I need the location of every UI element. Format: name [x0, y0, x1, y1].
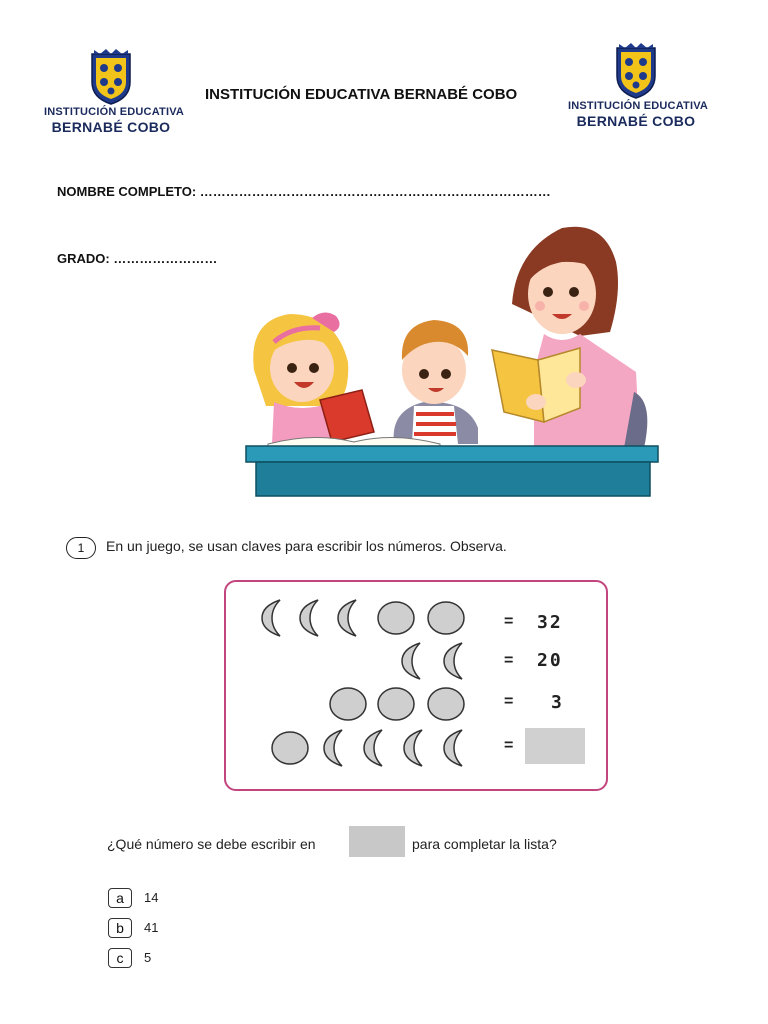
moon-icon [404, 730, 422, 766]
circle-icon [330, 688, 366, 720]
boy-figure [394, 320, 478, 444]
logo-left-line1: INSTITUCIÓN EDUCATIVA [44, 106, 185, 118]
moon-icon [402, 643, 420, 679]
table-body [256, 462, 650, 496]
logo-left [44, 48, 185, 135]
option-c-box[interactable]: c [108, 948, 132, 968]
prompt-after: para completar la lista? [412, 836, 557, 852]
moon-icon [364, 730, 382, 766]
logo-left-line2: BERNABÉ COBO [51, 119, 171, 135]
option-a-value: 14 [144, 890, 159, 905]
circle-icon [272, 732, 308, 764]
circle-icon [378, 688, 414, 720]
logo-right-line2: BERNABÉ COBO [576, 113, 696, 129]
question-number: 1 [66, 537, 96, 559]
name-field[interactable]: NOMBRE COMPLETO: ……………………………………………………………………… [57, 184, 551, 199]
equals-sign: = [504, 652, 514, 669]
crest-icon [88, 48, 134, 106]
option-c-value: 5 [144, 950, 152, 965]
grade-field[interactable]: GRADO: …………………… [57, 251, 218, 266]
logo-right-line1: INSTITUCIÓN EDUCATIVA [568, 100, 709, 112]
moon-icon [262, 600, 280, 636]
equation-value: 32 [537, 612, 563, 633]
logo-right [568, 42, 709, 129]
moon-icon [444, 730, 462, 766]
equation-value: 3 [551, 692, 564, 713]
page-title: INSTITUCIÓN EDUCATIVA BERNABÉ COBO [205, 86, 518, 103]
answer-slot[interactable] [525, 728, 585, 764]
reading-illustration [244, 222, 664, 500]
circle-icon [428, 688, 464, 720]
option-b-value: 41 [144, 920, 159, 935]
equation-value: 20 [537, 650, 563, 671]
option-a-box[interactable]: a [108, 888, 132, 908]
inline-answer-slot [349, 826, 405, 857]
option-b-box[interactable]: b [108, 918, 132, 938]
girl-figure [253, 312, 374, 444]
equals-sign: = [504, 613, 514, 630]
moon-icon [324, 730, 342, 766]
moon-icon [300, 600, 318, 636]
question-instruction: En un juego, se usan claves para escribir los números. Observa. [106, 538, 507, 554]
equals-sign: = [504, 737, 514, 754]
crest-icon [613, 42, 659, 100]
moon-icon [444, 643, 462, 679]
prompt-before: ¿Qué número se debe escribir en [107, 836, 316, 852]
teacher-figure [492, 227, 647, 448]
equals-sign: = [504, 693, 514, 710]
circle-icon [428, 602, 464, 634]
circle-icon [378, 602, 414, 634]
table-top [246, 446, 658, 462]
moon-icon [338, 600, 356, 636]
